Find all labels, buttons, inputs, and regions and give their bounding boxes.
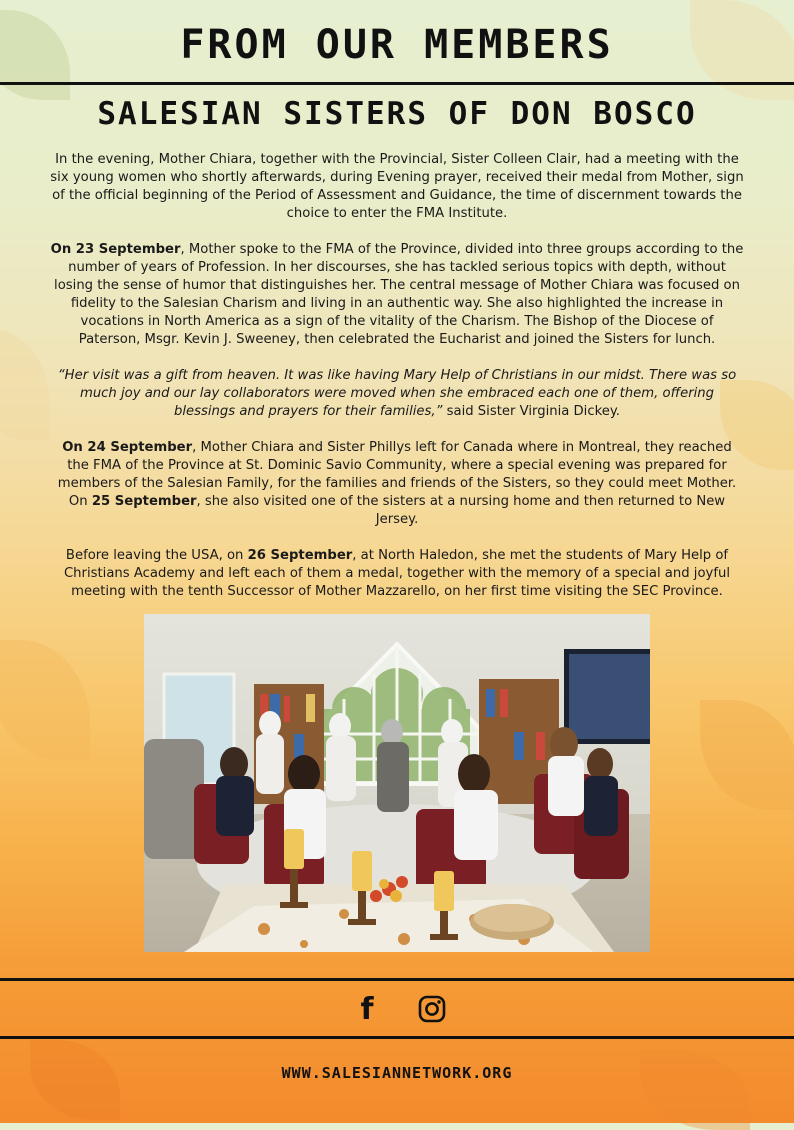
event-photo xyxy=(144,614,650,952)
instagram-icon[interactable] xyxy=(418,995,446,1023)
footer-divider-top xyxy=(0,978,794,981)
date-highlight: 26 September xyxy=(247,548,353,563)
paragraph: In the evening, Mother Chiara, together with the Provincial, Sister Colleen Clair, had a meeting with the six young women who shortly afterwards, during Evening prayer, received their medal from Mother, sign of the official beginning of the Period of Assessment and Guidance, the time of discernment towards the choice to enter the FMA Institute. xyxy=(50,152,744,221)
decorative-leaf xyxy=(700,700,794,810)
section-title: SALESIAN SISTERS OF DON BOSCO xyxy=(97,96,697,132)
social-links xyxy=(0,993,794,1027)
paragraph: On 24 September, Mother Chiara and Sister Phillys left for Canada where in Montreal, they reached the FMA of the Province at St. Dominic Savio Community, where a special evening was prepared for members of the Salesian Family, for the families and friends of the Sisters, so they could meet Mother. On 25 September, she also visited one of the sisters at a nursing home and then returned to New Jersey. xyxy=(57,440,737,527)
decorative-leaf xyxy=(0,640,90,760)
photo-illustration xyxy=(144,614,650,952)
website-link[interactable]: WWW.SALESIANNETWORK.ORG xyxy=(281,1064,513,1082)
quote-attribution: said Sister Virginia Dickey. xyxy=(442,404,620,419)
paragraph: Before leaving the USA, on 26 September, at North Haledon, she met the students of Mary Help of Christians Academy and left each of them a medal, together with the memory of a special and joyful meeting with the tenth Successor of Mother Mazzarello, on her first time visiting the SEC Province. xyxy=(63,548,731,599)
article-body xyxy=(50,151,744,619)
quote-paragraph xyxy=(50,367,744,421)
page-title: FROM OUR MEMBERS xyxy=(180,22,614,68)
decorative-leaf xyxy=(0,330,50,440)
paragraph: On 23 September, Mother spoke to the FMA of the Province, divided into three groups according to the number of years of Profession. In her discourses, she has tackled serious topics with depth, without losing the sense of humor that distinguishes her. The central message of Mother Chiara was focused on fidelity to the Salesian Charism and living in an authentic way. She also highlighted the increase in vocations in North America as a sign of the vitality of the Charism. The Bishop of the Diocese of Paterson, Msgr. Kevin J. Sweeney, then celebrated the Eucharist and joined the Sisters for lunch. xyxy=(50,242,744,347)
footer-divider-bottom xyxy=(0,1036,794,1039)
header-divider xyxy=(0,82,794,85)
date-highlight: 25 September xyxy=(91,494,197,509)
date-highlight: On 24 September xyxy=(62,440,193,455)
date-highlight: On 23 September xyxy=(50,242,181,257)
decorative-leaf xyxy=(640,1050,750,1130)
facebook-icon[interactable]: f xyxy=(360,992,374,1027)
quote: “Her visit was a gift from heaven. It was like having Mary Help of Christians in our midst. There was so much joy and our lay collaborators were moved when she embraced each one of them, offering blessings and prayers for their families,” xyxy=(57,368,737,419)
